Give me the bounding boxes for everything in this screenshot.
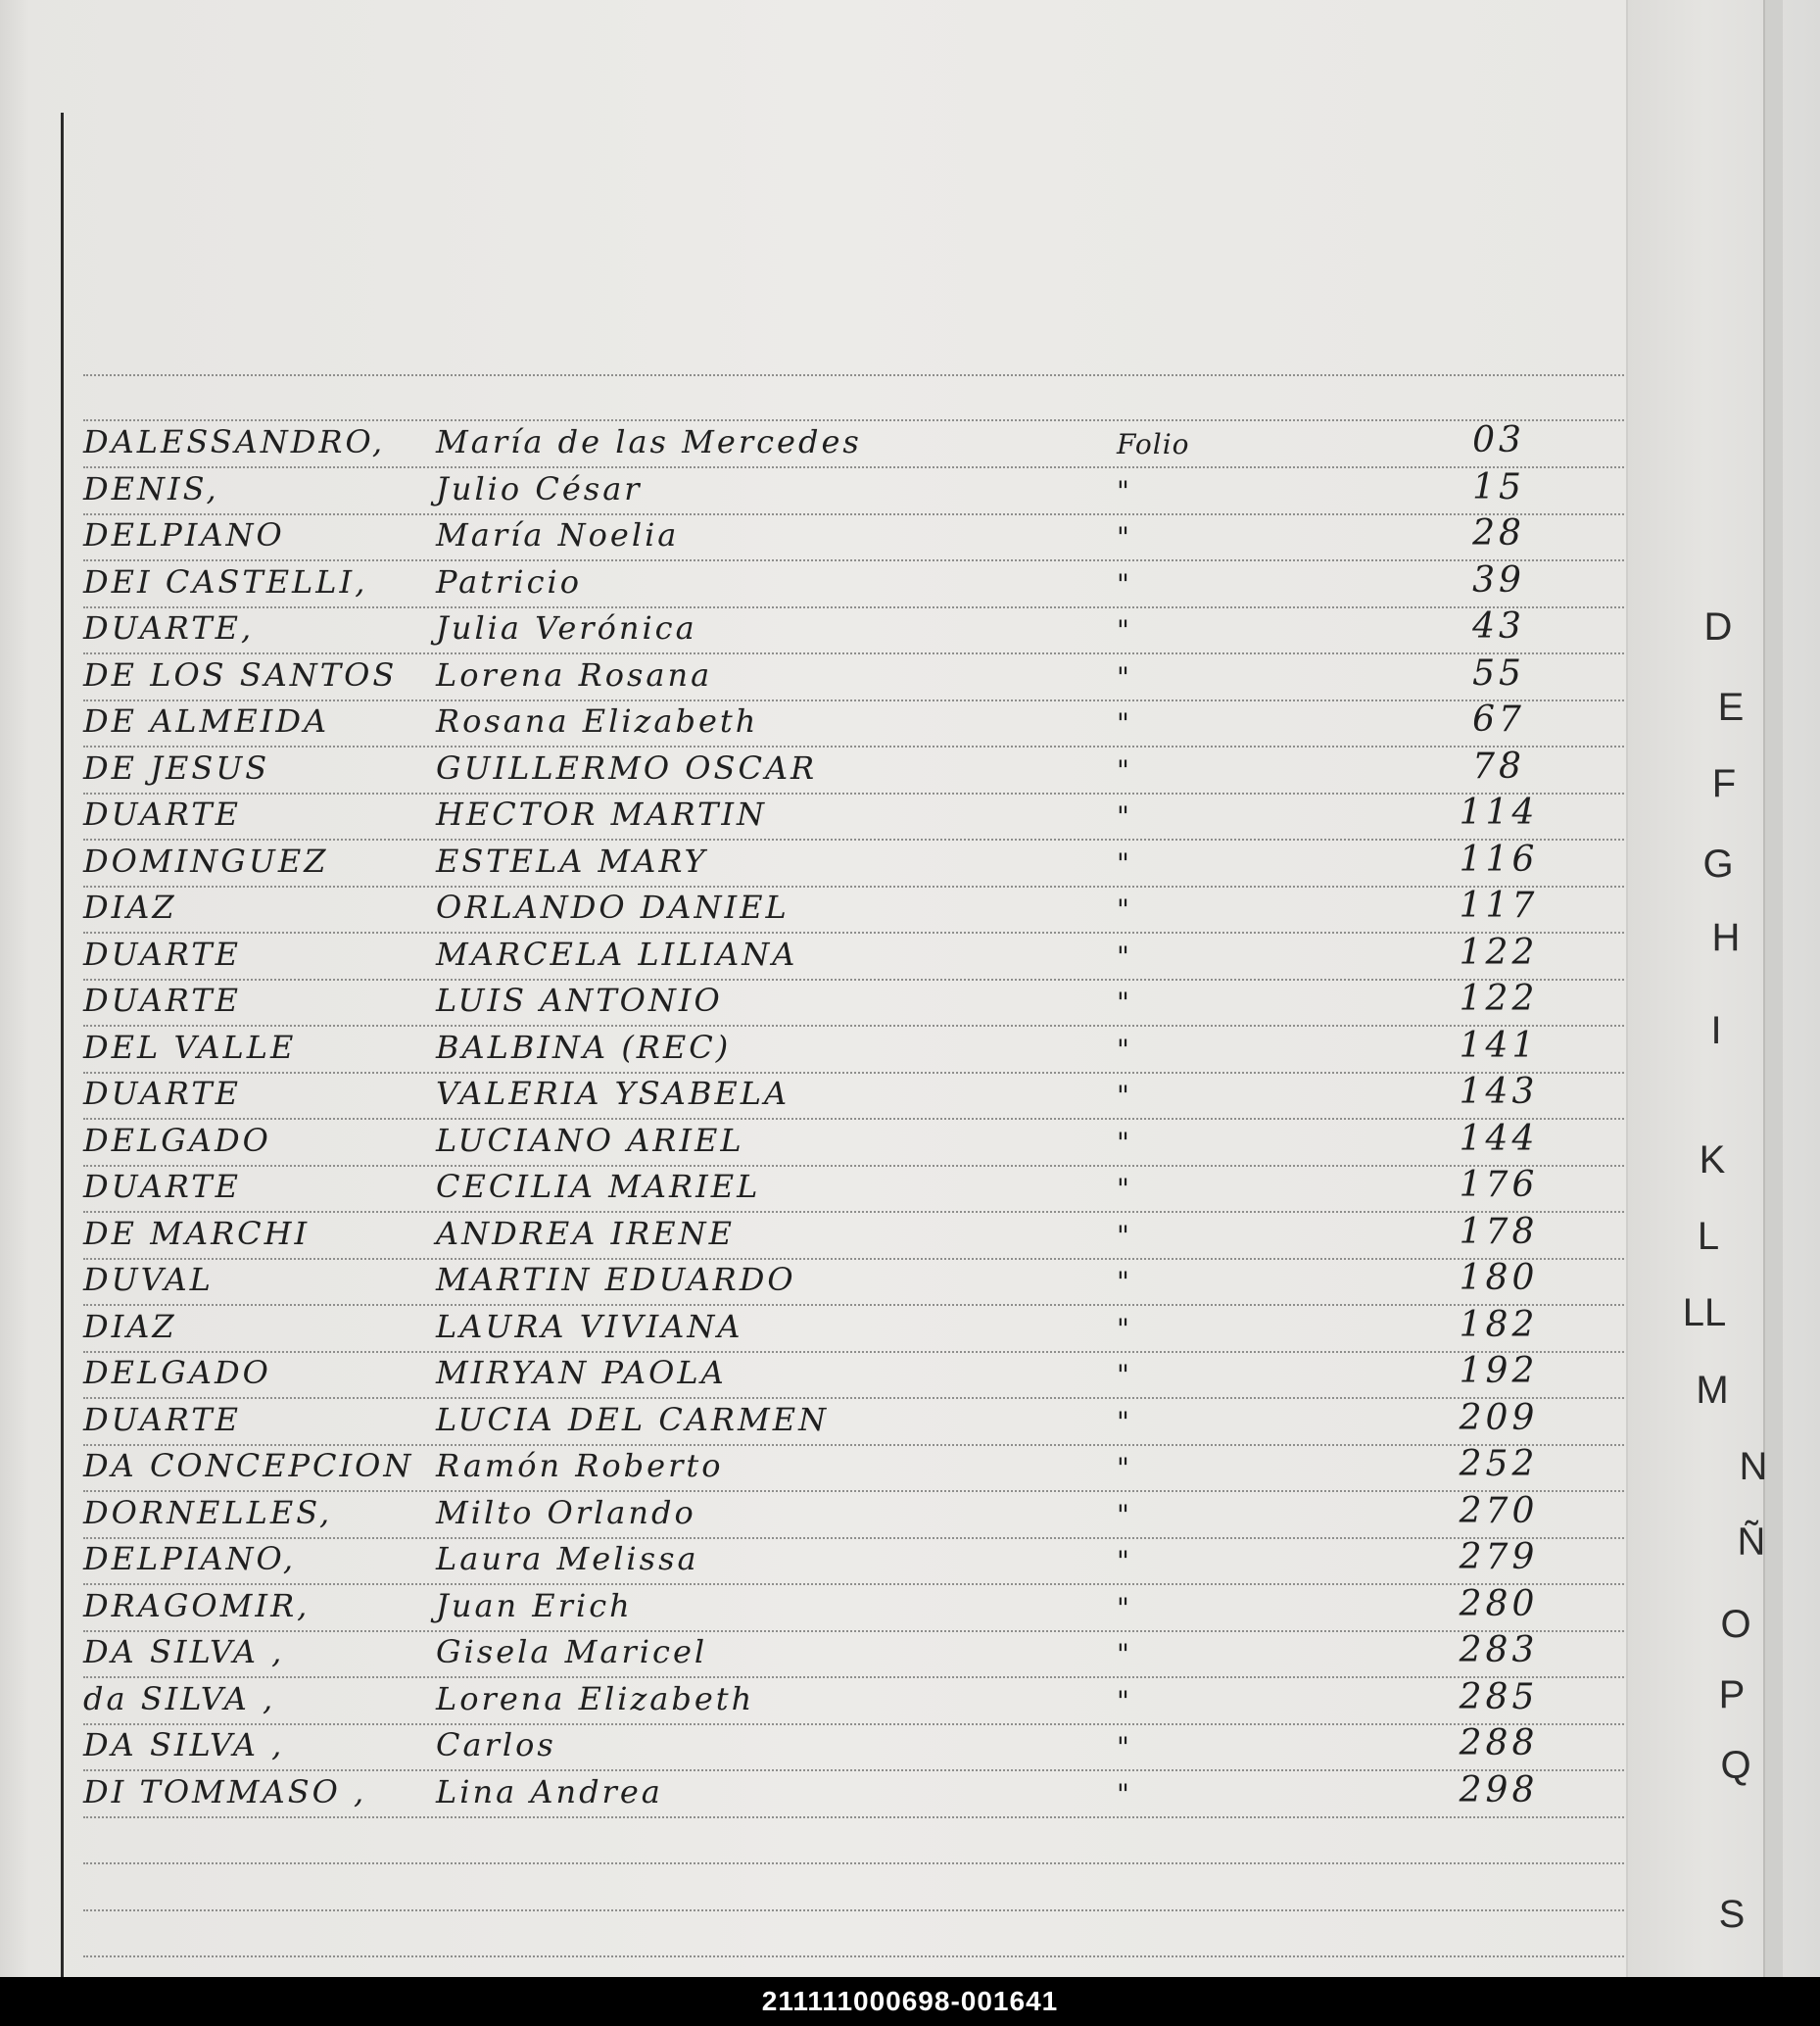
entry-given-name: VALERIA YSABELA — [436, 1075, 790, 1112]
entry-given-name: Ramón Roberto — [436, 1447, 724, 1484]
entry-row — [0, 1399, 1626, 1444]
entry-folio: " — [1117, 940, 1130, 973]
entry-number: 288 — [1459, 1723, 1539, 1763]
entry-surname: DE ALMEIDA — [83, 702, 330, 740]
entry-folio: " — [1117, 1033, 1130, 1066]
entry-row — [0, 934, 1626, 979]
entry-surname: da SILVA , — [83, 1679, 276, 1717]
entry-surname: DIAZ — [83, 889, 177, 926]
entry-folio: " — [1117, 1080, 1130, 1112]
page-edge — [1763, 0, 1783, 1977]
entry-folio: " — [1117, 1173, 1130, 1205]
tab-letter: M — [1696, 1369, 1729, 1412]
entry-surname: DE MARCHI — [83, 1214, 311, 1252]
entry-row — [0, 1073, 1626, 1118]
entry-given-name: María Noelia — [436, 516, 680, 554]
entry-given-name: María de las Mercedes — [436, 423, 862, 460]
entry-surname: DEI CASTELLI, — [83, 562, 368, 601]
tab-letter: F — [1711, 762, 1737, 805]
entry-surname: DEL VALLE — [83, 1028, 297, 1066]
entry-surname: DUARTE — [83, 935, 241, 973]
entry-given-name: Juan Erich — [436, 1586, 633, 1624]
document-id: 211111000698-001641 — [761, 1986, 1059, 2016]
entry-given-name: Patricio — [436, 562, 582, 601]
entry-folio: " — [1117, 1312, 1130, 1345]
entry-surname: DUARTE — [83, 1168, 241, 1205]
entry-number: 43 — [1472, 606, 1525, 647]
entry-given-name: ESTELA MARY — [436, 842, 708, 880]
entry-number: 28 — [1472, 513, 1525, 554]
entry-surname: DALESSANDRO, — [83, 423, 386, 460]
entry-row — [0, 1259, 1626, 1304]
entry-row — [0, 794, 1626, 839]
entry-number: 55 — [1472, 652, 1525, 694]
entry-row — [0, 1213, 1626, 1258]
ruled-line — [83, 1955, 1631, 1957]
entry-surname: DA SILVA , — [83, 1633, 285, 1670]
tab-letter: L — [1697, 1215, 1720, 1258]
entry-surname: DI TOMMASO , — [83, 1772, 367, 1810]
entry-row — [0, 1027, 1626, 1072]
tab-letter: Q — [1720, 1744, 1751, 1787]
entry-surname: DELGADO — [83, 1121, 271, 1159]
entry-folio: " — [1117, 1219, 1130, 1252]
footer-bar — [0, 1977, 1820, 2026]
entry-number: 143 — [1459, 1072, 1539, 1112]
entry-folio: " — [1117, 1359, 1130, 1391]
entry-number: 252 — [1459, 1444, 1539, 1484]
entry-number: 117 — [1459, 886, 1539, 926]
entry-folio: " — [1117, 846, 1130, 880]
entry-row — [0, 1771, 1626, 1816]
entry-row — [0, 700, 1626, 746]
entry-surname: DUARTE — [83, 1075, 241, 1112]
entry-number: 144 — [1459, 1118, 1539, 1159]
entry-number: 180 — [1459, 1258, 1539, 1298]
entry-surname: DUARTE, — [83, 609, 255, 647]
entry-surname: DELGADO — [83, 1354, 271, 1391]
entry-folio: " — [1117, 1591, 1130, 1624]
entry-row — [0, 1120, 1626, 1165]
entry-row — [0, 1445, 1626, 1490]
entry-number: 03 — [1472, 420, 1525, 460]
entry-number: 178 — [1459, 1211, 1539, 1252]
entry-row — [0, 1724, 1626, 1769]
entry-number: 176 — [1459, 1165, 1539, 1205]
entry-number: 283 — [1459, 1630, 1539, 1670]
entry-number: 209 — [1459, 1397, 1539, 1438]
entry-folio: " — [1117, 1126, 1130, 1159]
entry-given-name: LUCIA DEL CARMEN — [436, 1400, 830, 1438]
entry-row — [0, 1631, 1626, 1676]
entry-number: 279 — [1459, 1537, 1539, 1577]
entry-folio: " — [1117, 521, 1130, 554]
tab-letter: D — [1703, 605, 1733, 649]
entry-given-name: Julio César — [436, 469, 643, 507]
tab-letter: I — [1710, 1009, 1722, 1052]
entry-folio: " — [1117, 987, 1130, 1019]
entry-folio: " — [1117, 660, 1130, 694]
entry-row — [0, 561, 1626, 606]
entry-given-name: MARCELA LILIANA — [436, 935, 798, 973]
tab-letter: S — [1718, 1893, 1746, 1936]
entry-folio: " — [1117, 1266, 1130, 1298]
entry-row — [0, 654, 1626, 699]
entry-given-name: Lorena Rosana — [436, 655, 713, 694]
tab-letter: E — [1717, 686, 1745, 729]
entry-surname: DA CONCEPCION — [83, 1447, 414, 1484]
entry-surname: DE LOS SANTOS — [83, 655, 398, 694]
entry-row — [0, 841, 1626, 886]
entry-surname: DORNELLES, — [83, 1493, 333, 1531]
entry-row — [0, 980, 1626, 1025]
entry-number: 141 — [1459, 1025, 1539, 1066]
entry-number: 270 — [1459, 1490, 1539, 1531]
entry-given-name: Laura Melissa — [436, 1540, 699, 1577]
entry-given-name: Julia Verónica — [436, 609, 697, 647]
entry-folio: " — [1117, 1731, 1130, 1763]
entry-given-name: ANDREA IRENE — [436, 1214, 735, 1252]
entry-surname: DE JESUS — [83, 748, 270, 787]
entry-given-name: CECILIA MARIEL — [436, 1168, 761, 1205]
entry-number: 67 — [1472, 699, 1525, 740]
entry-folio: " — [1117, 1684, 1130, 1717]
entry-folio: " — [1117, 1777, 1130, 1810]
entry-folio: Folio — [1117, 428, 1190, 460]
entry-folio: " — [1117, 474, 1130, 507]
entry-given-name: Lina Andrea — [436, 1772, 663, 1810]
entry-given-name: Milto Orlando — [436, 1493, 696, 1531]
entry-given-name: Rosana Elizabeth — [436, 702, 759, 740]
entry-number: 78 — [1472, 746, 1525, 787]
entry-surname: DOMINGUEZ — [83, 842, 329, 880]
entry-surname: DUARTE — [83, 1400, 241, 1438]
entry-row — [0, 748, 1626, 793]
entry-surname: DUVAL — [83, 1261, 214, 1298]
entry-surname: DA SILVA , — [83, 1726, 285, 1763]
entry-number: 116 — [1459, 839, 1539, 880]
entry-folio: " — [1117, 1452, 1130, 1484]
tab-letter: P — [1718, 1673, 1746, 1716]
entry-surname: DUARTE — [83, 982, 241, 1019]
entry-folio: " — [1117, 893, 1130, 926]
entry-given-name: LUIS ANTONIO — [436, 982, 723, 1019]
entry-number: 15 — [1472, 466, 1525, 507]
entry-row — [0, 1585, 1626, 1630]
entry-given-name: Carlos — [436, 1726, 556, 1763]
entry-folio: " — [1117, 800, 1130, 833]
entry-given-name: GUILLERMO OSCAR — [436, 748, 818, 787]
entry-row — [0, 1352, 1626, 1397]
entry-folio: " — [1117, 1638, 1130, 1670]
entry-given-name: ORLANDO DANIEL — [436, 889, 790, 926]
entry-folio: " — [1117, 1498, 1130, 1531]
entry-row — [0, 421, 1626, 466]
entry-number: 192 — [1459, 1351, 1539, 1391]
entry-surname: DELPIANO, — [83, 1540, 297, 1577]
ruled-line — [83, 374, 1631, 376]
entry-given-name: Gisela Maricel — [436, 1633, 708, 1670]
entry-number: 285 — [1459, 1676, 1539, 1717]
entry-surname: DUARTE — [83, 796, 241, 833]
entry-row — [0, 1678, 1626, 1723]
ruled-line — [83, 1816, 1631, 1818]
tab-letter: O — [1720, 1603, 1751, 1646]
ruled-line — [83, 1909, 1631, 1911]
entry-folio: " — [1117, 1545, 1130, 1577]
entry-given-name: MARTIN EDUARDO — [436, 1261, 796, 1298]
entry-surname: DELPIANO — [83, 516, 285, 554]
ruled-line — [83, 1862, 1631, 1864]
tab-letter: N — [1739, 1445, 1768, 1488]
entry-given-name: LUCIANO ARIEL — [436, 1121, 744, 1159]
tab-letter: H — [1711, 916, 1741, 959]
entry-number: 280 — [1459, 1583, 1539, 1624]
entry-number: 122 — [1459, 932, 1539, 973]
entry-row — [0, 1538, 1626, 1583]
entry-folio: " — [1117, 614, 1130, 647]
entry-row — [0, 1166, 1626, 1211]
entry-given-name: MIRYAN PAOLA — [436, 1354, 727, 1391]
entry-surname: DIAZ — [83, 1307, 177, 1345]
entry-row — [0, 514, 1626, 559]
entry-given-name: BALBINA (REC) — [436, 1028, 732, 1066]
entry-number: 182 — [1459, 1304, 1539, 1345]
tab-letter: Ñ — [1737, 1520, 1766, 1564]
entry-number: 39 — [1472, 559, 1525, 601]
entry-given-name: HECTOR MARTIN — [436, 796, 767, 833]
entry-row — [0, 1306, 1626, 1351]
entry-number: 298 — [1459, 1769, 1539, 1810]
tab-letter: LL — [1682, 1291, 1727, 1334]
entry-row — [0, 887, 1626, 932]
entry-folio: " — [1117, 567, 1130, 601]
entry-row — [0, 468, 1626, 513]
entry-number: 114 — [1459, 793, 1539, 833]
entry-row — [0, 607, 1626, 652]
entry-given-name: LAURA VIVIANA — [436, 1307, 743, 1345]
tab-letter: G — [1702, 843, 1734, 886]
entry-number: 122 — [1459, 979, 1539, 1019]
entry-folio: " — [1117, 707, 1130, 740]
entry-folio: " — [1117, 753, 1130, 787]
tab-letter: K — [1699, 1138, 1726, 1182]
entry-row — [0, 1492, 1626, 1537]
entry-given-name: Lorena Elizabeth — [436, 1679, 755, 1717]
entry-surname: DRAGOMIR, — [83, 1586, 311, 1624]
entry-surname: DENIS, — [83, 469, 219, 507]
entry-folio: " — [1117, 1405, 1130, 1438]
